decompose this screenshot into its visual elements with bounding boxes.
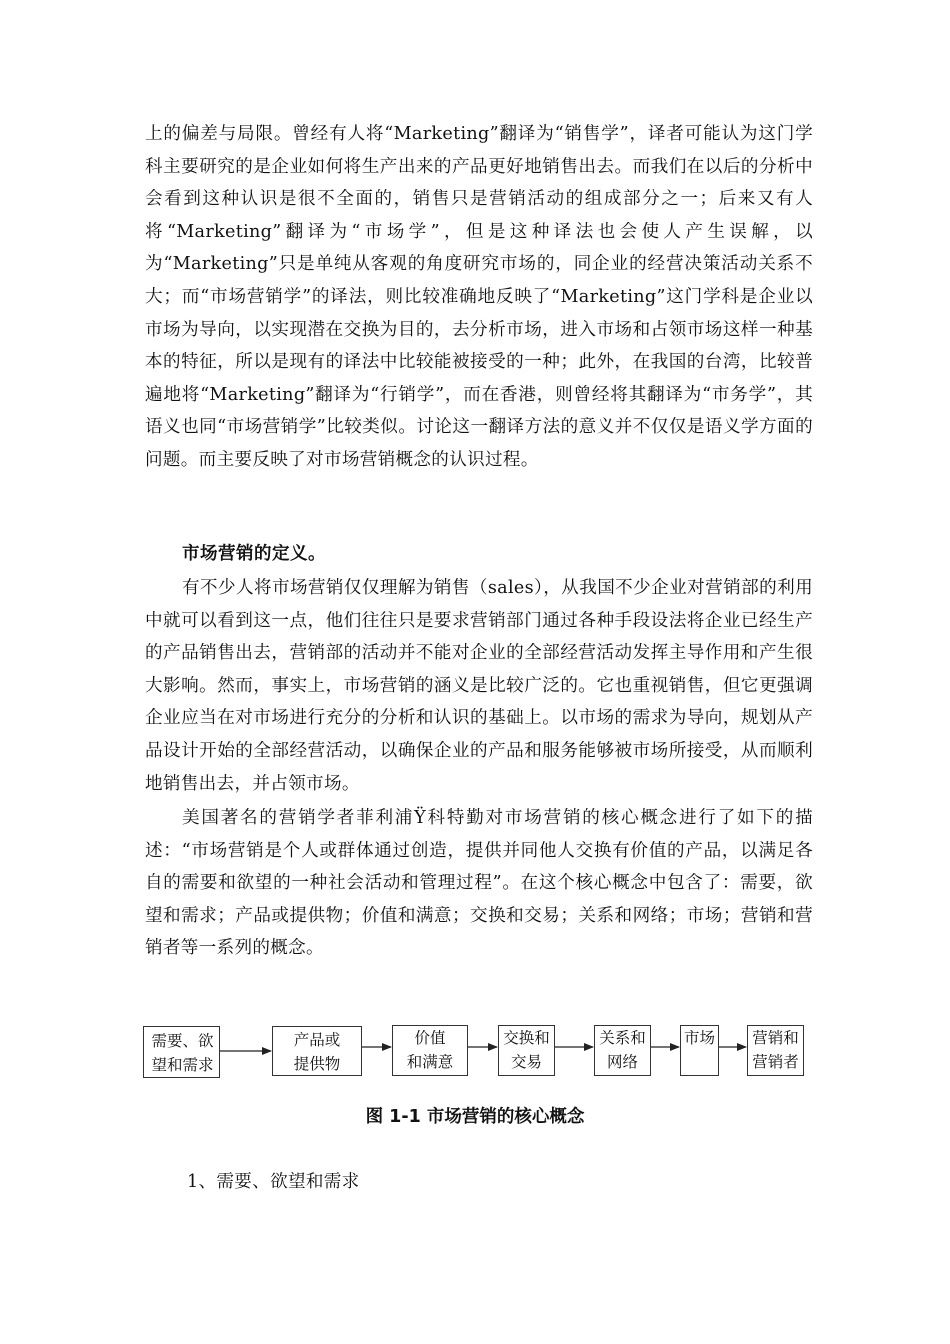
definition-paragraph: 有不少人将市场营销仅仅理解为销售（sales），从我国不少企业对营销部的利用中就可以看到这一点，他们往往只是要求营销部门通过各种手段设法将企业已经生产的产品销售出去，营销部的活动并不能对企业的全部经营活动发挥主导作用和产生很大影响。然而，事实上，市场营销的涵义是比较广泛的。它也重视销售，但它更强调企业应当在对市场进行充分的分析和认识的基础上。以市场的需求为导向，规划从产品设计开始的全部经营活动，以确保企业的产品和服务能够被市场所接受，从而顺利地销售出去，并占领市场。	[145, 578, 813, 794]
kotler-paragraph: 美国著名的营销学者菲利浦Ÿ科特勤对市场营销的核心概念进行了如下的描述：“市场营销是个人或群体通过创造，提供并同他人交换有价值的产品，以满足各自的需要和欲望的一种社会活动和管理过程”。在这个核心概念中包含了：需要，欲望和需求；产品或提供物；价值和满意；交换和交易；关系和网络；市场；营销和营销者等一系列的概念。	[145, 808, 813, 959]
box-label-line1: 关系和	[599, 1029, 646, 1047]
definition-heading: 市场营销的定义。	[182, 544, 326, 564]
intro-paragraph: 上的偏差与局限。曾经有人将“Marketing”翻译为“销售学”，译者可能认为这门学科主要研究的是企业如何将生产出来的产品更好地销售出去。而我们在以后的分析中会看到这种认识是很不全面的，销售只是营销活动的组成部分之一；后来又有人将“Marketing”翻译为“市场学”，但是这种译法也会使人产生误解，以为“Marketing”只是单纯从客观的角度研究市场的，同企业的经营决策活动关系不大；而“市场营销学”的译法，则比较准确地反映了“Marketing”这门学科是企业以市场为导向，以实现潜在交换为目的，去分析市场，进入市场和占领市场这样一种基本的特征，所以是现有的译法中比较能被接受的一种；此外，在我国的台湾，比较普遍地将“Marketing”翻译为“行销学”，而在香港，则曾经将其翻译为“市务学”，其语义也同“市场营销学”比较类似。讨论这一翻译方法的意义并不仅仅是语义学方面的问题。而主要反映了对市场营销概念的认识过程。	[145, 124, 813, 470]
section-subheading: 1、需要、欲望和需求	[187, 1172, 360, 1192]
figure-caption: 图 1-1 市场营销的核心概念	[365, 1107, 585, 1127]
diagram-box-relationships	[594, 1025, 651, 1076]
box-label-line2: 和满意	[406, 1053, 454, 1071]
box-label-line1: 市场	[683, 1029, 715, 1047]
box-label-line1: 交换和	[503, 1029, 550, 1047]
box-label-line2: 交易	[510, 1053, 542, 1071]
diagram-box-market	[680, 1025, 719, 1076]
box-label-line2: 望和需求	[151, 1056, 214, 1074]
box-label-line2: 提供物	[293, 1055, 341, 1073]
diagram-box-exchange	[498, 1025, 555, 1076]
box-label-line1: 营销和	[752, 1029, 799, 1047]
diagram-box-value	[392, 1025, 468, 1076]
box-label-line2: 营销者	[752, 1053, 799, 1071]
box-label-line1: 产品或	[293, 1031, 341, 1049]
box-label-line2: 网络	[606, 1053, 638, 1071]
box-label-line1: 需要、欲	[151, 1032, 214, 1050]
diagram-box-needs	[143, 1026, 220, 1078]
box-label-line1: 价值	[414, 1029, 446, 1047]
diagram-box-marketers	[747, 1025, 804, 1076]
diagram-box-products	[272, 1026, 362, 1076]
